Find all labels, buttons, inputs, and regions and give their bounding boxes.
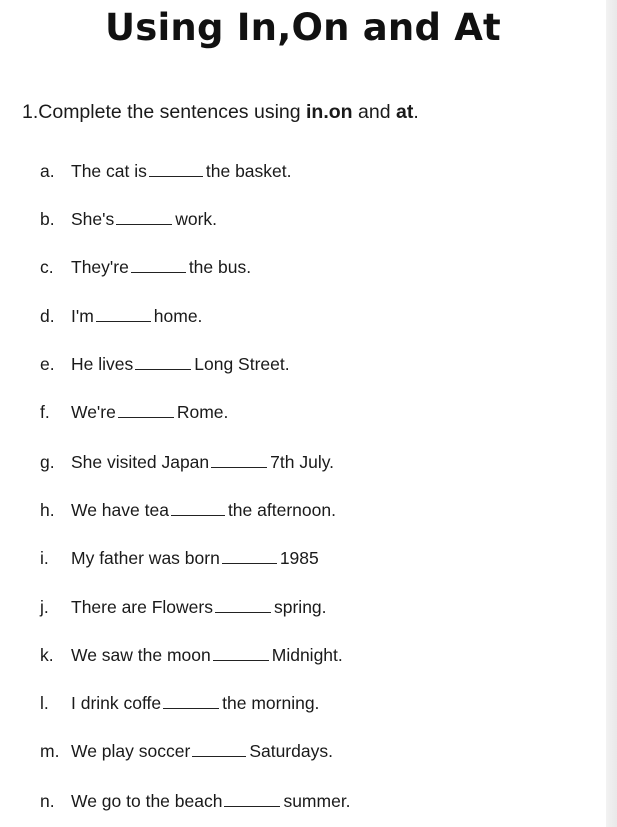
item-text-after: spring. bbox=[274, 597, 327, 617]
exercise-item-b bbox=[40, 209, 217, 230]
item-marker: e. bbox=[40, 354, 55, 374]
exercise-item-j bbox=[40, 597, 327, 618]
exercise-item-l bbox=[40, 693, 319, 714]
item-text-before: She visited Japan bbox=[71, 452, 210, 472]
item-text-before: There are Flowers bbox=[71, 597, 213, 617]
answer-blank[interactable] bbox=[118, 403, 174, 418]
item-text-before: We play soccer bbox=[71, 741, 191, 761]
item-text-after: work. bbox=[175, 209, 218, 229]
page-edge-margin bbox=[606, 0, 617, 827]
exercise-item-h bbox=[40, 500, 336, 521]
exercise-item-m bbox=[40, 741, 333, 762]
item-text-after: the morning. bbox=[222, 693, 320, 713]
exercise-item-g bbox=[40, 452, 334, 473]
item-marker: k. bbox=[40, 645, 54, 665]
answer-blank[interactable] bbox=[192, 742, 246, 757]
answer-blank[interactable] bbox=[149, 162, 203, 177]
item-marker: h. bbox=[40, 500, 55, 520]
item-marker: m. bbox=[40, 741, 60, 761]
item-text-before: My father was born bbox=[71, 548, 220, 568]
exercise-item-c bbox=[40, 257, 251, 278]
exercise-item-i bbox=[40, 548, 319, 569]
item-text-before: We're bbox=[71, 402, 116, 422]
item-marker: i. bbox=[40, 548, 49, 568]
answer-blank[interactable] bbox=[213, 646, 269, 661]
item-text-before: She's bbox=[71, 209, 115, 229]
item-marker: j. bbox=[40, 597, 49, 617]
answer-blank[interactable] bbox=[224, 792, 280, 807]
answer-blank[interactable] bbox=[116, 210, 172, 225]
answer-blank[interactable] bbox=[222, 549, 277, 564]
item-text-before: I drink coffe bbox=[71, 693, 162, 713]
item-marker: f. bbox=[40, 402, 50, 422]
answer-blank[interactable] bbox=[163, 694, 219, 709]
instruction-words: in.on bbox=[306, 101, 353, 123]
instruction-text bbox=[22, 101, 419, 124]
worksheet-title: Using In,On and At bbox=[105, 6, 501, 49]
item-text-before: We have tea bbox=[71, 500, 169, 520]
item-marker: n. bbox=[40, 791, 55, 811]
item-text-before: I'm bbox=[71, 306, 94, 326]
exercise-item-n bbox=[40, 791, 351, 812]
answer-blank[interactable] bbox=[211, 453, 267, 468]
item-text-before: We saw the moon bbox=[71, 645, 211, 665]
item-text-after: the bus. bbox=[188, 257, 252, 277]
instruction-prefix: 1.Complete the sentences using bbox=[22, 101, 307, 123]
item-marker: d. bbox=[40, 306, 55, 326]
exercise-item-d bbox=[40, 306, 202, 327]
instruction-suffix: . bbox=[413, 101, 419, 123]
answer-blank[interactable] bbox=[215, 598, 271, 613]
exercise-item-f bbox=[40, 402, 228, 423]
answer-blank[interactable] bbox=[131, 258, 186, 273]
exercise-item-k bbox=[40, 645, 343, 666]
instruction-last-word: at bbox=[395, 101, 414, 123]
item-text-after: summer. bbox=[283, 791, 351, 811]
item-marker: a. bbox=[40, 161, 55, 181]
item-text-after: 7th July. bbox=[270, 452, 335, 472]
item-marker: g. bbox=[40, 452, 55, 472]
item-text-after: the afternoon. bbox=[227, 500, 336, 520]
item-text-before: He lives bbox=[71, 354, 134, 374]
exercise-item-a bbox=[40, 161, 292, 182]
item-marker: b. bbox=[40, 209, 55, 229]
item-text-before: We go to the beach bbox=[71, 791, 223, 811]
item-text-after: Saturdays. bbox=[249, 741, 333, 761]
answer-blank[interactable] bbox=[135, 355, 191, 370]
item-marker: l. bbox=[40, 693, 49, 713]
item-marker: c. bbox=[40, 257, 54, 277]
instruction-middle: and bbox=[352, 101, 396, 123]
item-text-after: Midnight. bbox=[271, 645, 343, 665]
item-text-before: The cat is bbox=[71, 161, 147, 181]
exercise-item-e bbox=[40, 354, 290, 375]
item-text-before: They're bbox=[71, 257, 129, 277]
item-text-after: home. bbox=[153, 306, 203, 326]
answer-blank[interactable] bbox=[171, 501, 225, 516]
answer-blank[interactable] bbox=[96, 307, 151, 322]
item-text-after: Rome. bbox=[176, 402, 229, 422]
item-text-after: the basket. bbox=[205, 161, 292, 181]
item-text-after: 1985 bbox=[279, 548, 319, 568]
item-text-after: Long Street. bbox=[194, 354, 290, 374]
